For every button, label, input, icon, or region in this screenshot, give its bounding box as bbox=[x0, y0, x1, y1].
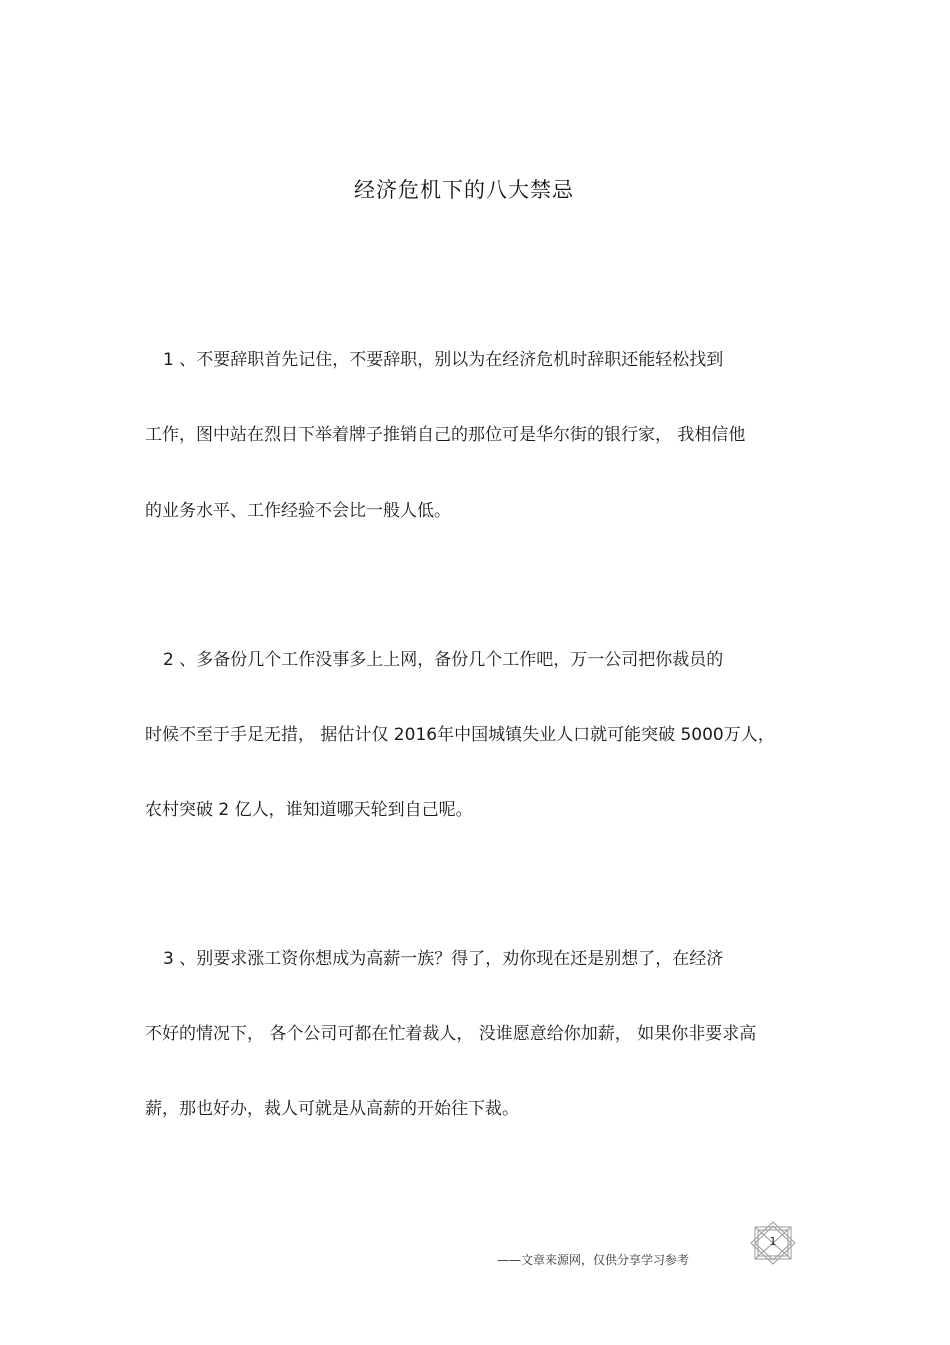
paragraph-line: 农村突破 2 亿人，谁知道哪天轮到自己呢。 bbox=[145, 800, 473, 820]
paragraph-line: 3 、别要求涨工资你想成为高薪一族？得了，劝你现在还是别想了，在经济 bbox=[163, 949, 724, 969]
page-number: 1 bbox=[769, 1235, 777, 1248]
paragraph-line: 1 、不要辞职首先记住，不要辞职，别以为在经济危机时辞职还能轻松找到 bbox=[163, 350, 724, 370]
paragraph-line: 薪，那也好办，裁人可就是从高薪的开始往下裁。 bbox=[145, 1099, 519, 1119]
footer-source-note: ——文章来源网，仅供分享学习参考 bbox=[497, 1253, 690, 1267]
document-title: 经济危机下的八大禁忌 bbox=[354, 178, 574, 202]
paragraph-line: 2 、多备份几个工作没事多上上网，备份几个工作吧，万一公司把你裁员的 bbox=[163, 650, 724, 670]
page-badge bbox=[749, 1221, 797, 1265]
paragraph-line: 工作，图中站在烈日下举着牌子推销自己的那位可是华尔街的银行家， 我相信他 bbox=[145, 425, 746, 445]
paragraph-line: 的业务水平、工作经验不会比一般人低。 bbox=[145, 501, 451, 521]
paragraph-line: 不好的情况下， 各个公司可都在忙着裁人， 没谁愿意给你加薪， 如果你非要求高 bbox=[145, 1024, 757, 1044]
paragraph-line: 时候不至于手足无措， 据估计仅 2016年中国城镇失业人口就可能突破 5000万人， bbox=[145, 725, 775, 745]
